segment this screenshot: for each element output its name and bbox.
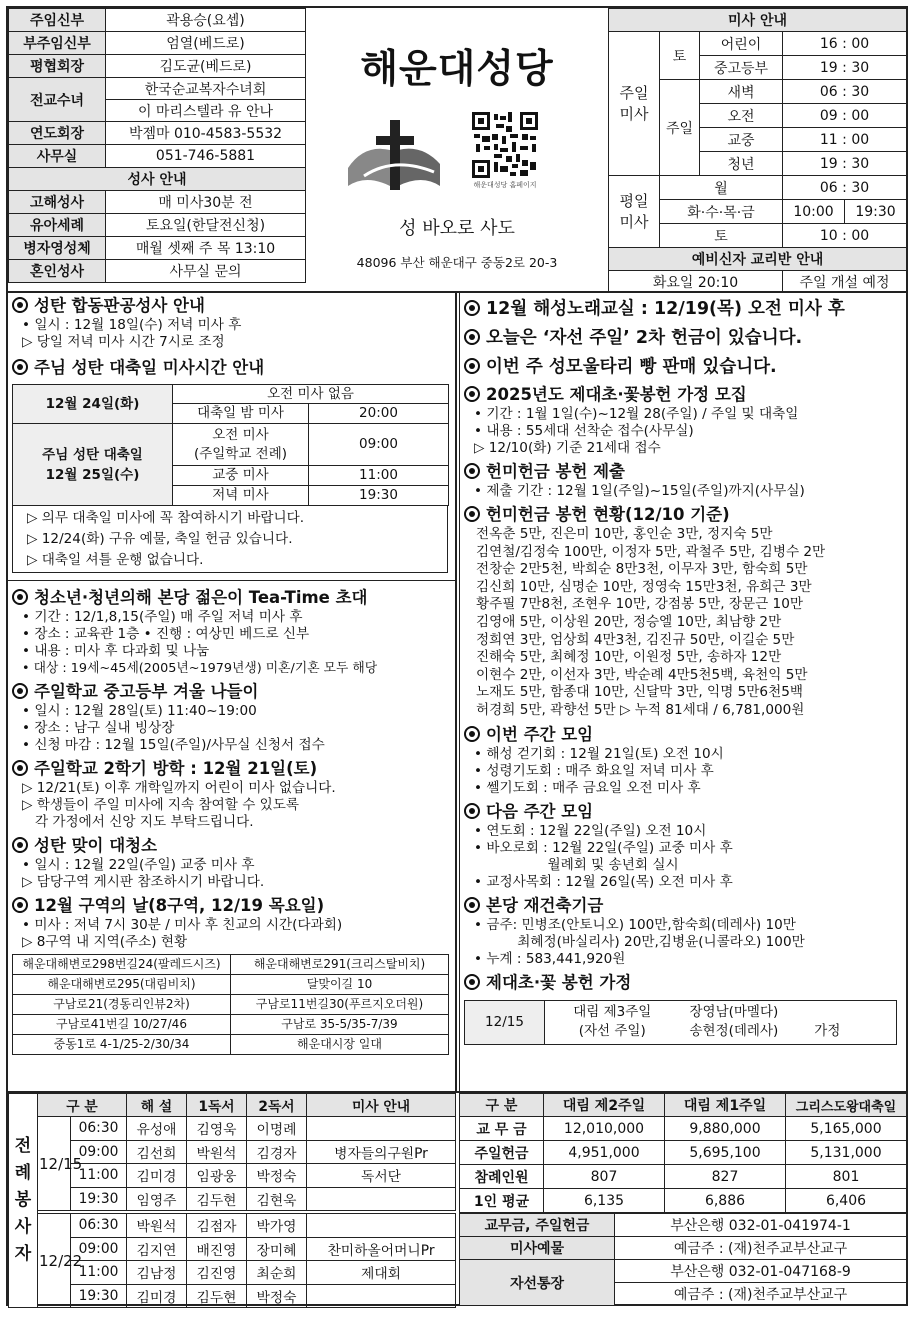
duty-date: 12/22 xyxy=(38,1214,71,1308)
duty-person: 이명례 xyxy=(247,1117,307,1141)
finance-label: 1인 평균 xyxy=(460,1189,544,1213)
address-cell: 해운대해변로291(크리스탈비치) xyxy=(231,955,449,975)
donor-line: 이현수 2만, 이선자 3만, 박순례 4만5천5백, 육천익 5만 xyxy=(476,666,808,683)
duty-person: 박원석 xyxy=(127,1214,187,1238)
notice-line: ▷ 학생들이 주일 미사에 지속 참여할 수 있도록 xyxy=(22,797,300,813)
sacrament-name: 유아세례 xyxy=(9,214,106,237)
notice-line: • 미사 : 저녁 7시 30분 / 미사 후 친교의 시간(다과회) xyxy=(22,917,343,933)
duty-time: 09:00 xyxy=(71,1237,127,1261)
weekday-time-2: 19:30 xyxy=(845,200,907,224)
bullet-icon xyxy=(464,386,480,402)
donor-line: 진해숙 5만, 최혜정 10만, 이원정 5만, 송하자 12만 xyxy=(476,649,782,666)
mass-type: 새벽 xyxy=(700,80,783,104)
duty-person: 김점자 xyxy=(187,1214,247,1238)
bullet-icon xyxy=(12,837,28,853)
leader-name: 051-746-5881 xyxy=(106,145,306,168)
account-holder: 예금주 : (재)천주교부산교구 xyxy=(615,1237,907,1260)
duty-guide: 제대회 xyxy=(307,1261,456,1285)
notice-line: ▷ 12/24(화) 구유 예물, 축일 헌금 있습니다. xyxy=(27,531,293,547)
dec24-label: 12월 24일(화) xyxy=(13,385,173,424)
section-divider xyxy=(8,580,455,581)
duty-guide: 찬미하올어머니Pr xyxy=(307,1237,456,1261)
duty-person: 배진영 xyxy=(187,1237,247,1261)
notice-line: • 대상 : 19세~45세(2005년~1979년생) 미혼/기혼 모두 해당 xyxy=(22,661,378,676)
finance-header: 대림 제1주일 xyxy=(665,1094,786,1117)
christmas-day-label: 주님 성탄 대축일 12월 25일(수) xyxy=(13,424,173,506)
notice-line: 최혜정(바실리사) 20만,김병윤(니콜라오) 100만 xyxy=(474,933,805,950)
duty-person: 김경자 xyxy=(247,1140,307,1164)
donor-line: 김영애 5만, 이상원 20만, 정승엘 10만, 최남향 2만 xyxy=(476,613,782,630)
left-column xyxy=(12,291,452,573)
notice-line: • 기간 : 1월 1일(수)~12월 28(주일) / 주일 및 대축일 xyxy=(474,406,799,422)
duty-header: 2독서 xyxy=(247,1094,307,1117)
finance-value: 807 xyxy=(544,1165,665,1189)
donor-line: 허경희 5만, 곽향선 5만 ▷ 누적 81세대 / 6,781,000원 xyxy=(476,701,805,718)
duty-person: 유성애 xyxy=(127,1117,187,1141)
duty-guide xyxy=(307,1187,456,1211)
bullet-icon xyxy=(464,329,480,345)
notice-line: • 교정사목회 : 12월 26일(목) 오전 미사 후 xyxy=(474,873,733,890)
notice-line: • 성령기도회 : 매주 화요일 저녁 미사 후 xyxy=(474,762,714,779)
notice-line: • 금주: 민병조(안토니오) 100만,함숙희(데레사) 10만 xyxy=(474,916,796,933)
bullet-icon xyxy=(464,358,480,374)
address-cell: 해운대해변로298번길24(팔레드시즈) xyxy=(13,955,231,975)
notice-line: 월례회 및 송년회 실시 xyxy=(474,856,679,873)
duty-person: 김지연 xyxy=(127,1237,187,1261)
duty-time: 19:30 xyxy=(71,1284,127,1308)
notice-line: • 신청 마감 : 12월 15일(주일)/사무실 신청서 접수 xyxy=(22,737,325,753)
duty-person: 김두현 xyxy=(187,1284,247,1308)
bullet-icon xyxy=(12,683,28,699)
district-address-table xyxy=(12,954,449,1055)
duty-guide xyxy=(307,1117,456,1141)
finance-value: 5,165,000 xyxy=(786,1117,907,1141)
leader-role: 평협회장 xyxy=(9,55,106,78)
finance-value: 9,880,000 xyxy=(665,1117,786,1141)
duty-header: 미사 안내 xyxy=(307,1094,456,1117)
section-title: 본당 재건축기금 xyxy=(464,895,904,917)
sacrament-name: 혼인성사 xyxy=(9,260,106,283)
leader-role: 전교수녀 xyxy=(9,78,106,122)
address-cell: 구남로41번길 10/27/46 xyxy=(13,1015,231,1035)
no-morning-mass: 오전 미사 없음 xyxy=(173,385,449,404)
duty-time: 19:30 xyxy=(71,1187,127,1211)
bullet-icon xyxy=(464,300,480,316)
notice-line: ▷ 12/10(화) 기준 21세대 접수 xyxy=(474,440,661,456)
mass-schedule-table xyxy=(608,8,907,293)
notice-line: • 일시 : 12월 28일(토) 11:40~19:00 xyxy=(22,703,257,719)
section-title: 청소년·청년의해 본당 젊은이 Tea-Time 초대 xyxy=(12,587,452,609)
mass-type: 교중 xyxy=(700,128,783,152)
duty-person: 최순희 xyxy=(247,1261,307,1285)
saturday-weekday-time: 10 : 00 xyxy=(783,224,907,248)
duty-guide: 병자들의구원Pr xyxy=(307,1140,456,1164)
duty-time: 11:00 xyxy=(71,1261,127,1285)
donor-line: 황주필 7만8천, 조현우 10만, 강점봉 5만, 장문근 10만 xyxy=(476,596,803,613)
mass-time: 11:00 xyxy=(309,466,449,486)
section-title: 주일학교 중고등부 겨울 나들이 xyxy=(12,681,452,703)
mass-type: 어린이 xyxy=(700,32,783,56)
christmas-notes-box xyxy=(12,506,448,573)
left-column-lower xyxy=(12,583,452,1055)
notice-line: ▷ 담당구역 게시판 참조하시기 바랍니다. xyxy=(22,874,265,890)
notice-line: • 바오로회 : 12월 22일(주일) 교중 미사 후 xyxy=(474,839,733,856)
duty-person: 김남정 xyxy=(127,1261,187,1285)
church-address: 48096 부산 해운대구 중동2로 20-3 xyxy=(356,255,558,270)
donor-line: 전창순 2만5천, 박희순 8만3천, 이무자 3만, 함숙희 5만 xyxy=(476,561,808,578)
sunday-label: 주일 xyxy=(660,80,700,176)
finance-label: 교 무 금 xyxy=(460,1117,544,1141)
sunday-mass-label: 주일 미사 xyxy=(609,32,660,176)
altar-flower-table xyxy=(464,1000,897,1045)
sacrament-info: 매월 셋째 주 목 13:10 xyxy=(106,237,306,260)
mass-time: 19 : 30 xyxy=(783,56,907,80)
leader-name: 이 마리스텔라 유 안나 xyxy=(106,100,306,122)
finance-header: 그리스도왕대축일 xyxy=(786,1094,907,1117)
notice-line: 각 가정에서 신앙 지도 부탁드립니다. xyxy=(22,814,254,830)
duty-person: 김영욱 xyxy=(187,1117,247,1141)
announcement: 12월 해성노래교실 : 12/19(목) 오전 미사 후 xyxy=(464,296,904,322)
catechumen-title: 예비신자 교리반 안내 xyxy=(609,248,907,271)
notice-line: • 기간 : 12/1,8,15(주일) 매 주일 저녁 미사 후 xyxy=(22,609,303,625)
leader-name: 박젬마 010-4583-5532 xyxy=(106,122,306,145)
duty-person: 김현욱 xyxy=(247,1187,307,1211)
section-title: 성탄 맞이 대청소 xyxy=(12,835,452,857)
notice-line: • 제출 기간 : 12월 1일(주일)~15일(주일)까지(사무실) xyxy=(474,483,805,499)
leaders-table xyxy=(8,8,306,283)
duty-person: 김미경 xyxy=(127,1284,187,1308)
section-title: 성탄 합동판공성사 안내 xyxy=(12,295,452,317)
section-title: 헌미헌금 봉헌 제출 xyxy=(464,461,904,483)
notice-line: ▷ 당일 저녁 미사 시간 7시로 조정 xyxy=(22,334,225,350)
duty-person: 임영주 xyxy=(127,1187,187,1211)
donor-line: 노재도 5만, 함종대 10만, 신달막 3만, 익명 5만6천5백 xyxy=(476,684,803,701)
mass-time: 09:00 xyxy=(309,424,449,466)
bullet-icon xyxy=(12,297,28,313)
donor-line: 김연철/김정숙 100만, 이정자 5만, 곽철주 5만, 김병수 2만 xyxy=(476,543,826,560)
church-header xyxy=(306,8,608,290)
finance-value: 6,886 xyxy=(665,1189,786,1213)
finance-value: 827 xyxy=(665,1165,786,1189)
bullet-icon xyxy=(464,726,480,742)
account-purpose: 자선통장 xyxy=(460,1260,615,1306)
weekday-mass-label: 평일 미사 xyxy=(609,176,660,248)
right-column xyxy=(464,293,904,1045)
leader-role: 사무실 xyxy=(9,145,106,168)
notice-line: ▷ 12/21(토) 이후 개학일까지 어린이 미사 없습니다. xyxy=(22,780,336,796)
notice-line: • 쎌기도회 : 매주 금요일 오전 미사 후 xyxy=(474,779,701,796)
duty-person: 박정숙 xyxy=(247,1164,307,1188)
finance-value: 5,131,000 xyxy=(786,1141,907,1165)
finance-value: 5,695,100 xyxy=(665,1141,786,1165)
church-name: 해운대성당 xyxy=(360,47,554,92)
bullet-icon xyxy=(12,359,28,375)
account-purpose: 미사예물 xyxy=(460,1237,615,1260)
bullet-icon xyxy=(464,897,480,913)
sacrament-info: 사무실 문의 xyxy=(106,260,306,283)
bank-account-table xyxy=(459,1213,907,1306)
weekday-label: 화·수·목·금 xyxy=(660,200,783,224)
notice-line: • 장소 : 교육관 1층 • 진행 : 여상민 베드로 신부 xyxy=(22,626,310,642)
duty-guide xyxy=(307,1284,456,1308)
account-number: 부산은행 032-01-041974-1 xyxy=(615,1214,907,1237)
notice-line: ▷ 대축일 셔틀 운행 없습니다. xyxy=(27,552,204,568)
duty-person: 김미경 xyxy=(127,1164,187,1188)
finance-value: 6,135 xyxy=(544,1189,665,1213)
leader-name: 엄열(베드로) xyxy=(106,32,306,55)
mass-name: 저녁 미사 xyxy=(173,486,309,506)
leader-name: 김도균(베드로) xyxy=(106,55,306,78)
address-cell: 구남로 35-5/35-7/39 xyxy=(231,1015,449,1035)
duty-time: 11:00 xyxy=(71,1164,127,1188)
monday-time: 06 : 30 xyxy=(783,176,907,200)
duty-guide: 독서단 xyxy=(307,1164,456,1188)
bullet-icon xyxy=(12,897,28,913)
donor-list xyxy=(464,526,904,720)
weekday-time-1: 10:00 xyxy=(783,200,845,224)
flower-week: 대림 제3주일 (자선 주일) xyxy=(545,1000,680,1044)
sacrament-info: 매 미사30분 전 xyxy=(106,191,306,214)
sacrament-title: 성사 안내 xyxy=(9,168,306,191)
sacrament-name: 고해성사 xyxy=(9,191,106,214)
duty-person: 김진영 xyxy=(187,1261,247,1285)
duty-date: 12/15 xyxy=(38,1117,71,1211)
account-holder: 예금주 : (재)천주교부산교구 xyxy=(615,1283,907,1306)
section-title: 2025년도 제대초·꽃봉헌 가정 모집 xyxy=(464,384,904,406)
bullet-icon xyxy=(464,803,480,819)
finance-header: 구 분 xyxy=(460,1094,544,1117)
catechumen-time: 화요일 20:10 xyxy=(609,271,783,293)
address-cell: 중동1로 4-1/25-2/30/34 xyxy=(13,1035,231,1055)
saturday-label: 토 xyxy=(660,32,700,80)
patron-saint: 성 바오로 사도 xyxy=(399,218,515,239)
mass-time: 20:00 xyxy=(309,404,449,424)
donor-line: 김신희 10만, 심명순 10만, 정영숙 15만3천, 유희근 3만 xyxy=(476,578,812,595)
duty-header: 1독서 xyxy=(187,1094,247,1117)
bullet-icon xyxy=(12,589,28,605)
section-title: 제대초·꽃 봉헌 가정 xyxy=(464,972,904,994)
finance-label: 참례인원 xyxy=(460,1165,544,1189)
notice-line: • 일시 : 12월 22일(주일) 교중 미사 후 xyxy=(22,857,255,873)
notice-line: • 내용 : 55세대 선착순 접수(사무실) xyxy=(474,423,694,439)
donor-line: 정희연 3만, 엄상희 4만3천, 김진규 50만, 이길순 5만 xyxy=(476,631,795,648)
announcement: 이번 주 성모울타리 빵 판매 있습니다. xyxy=(464,354,904,380)
mass-type: 중고등부 xyxy=(700,56,783,80)
mass-title: 미사 안내 xyxy=(609,9,907,32)
notice-line: ▷ 의무 대축일 미사에 꼭 참여하시기 바랍니다. xyxy=(27,510,305,526)
leader-name: 한국순교복자수녀회 xyxy=(106,78,306,100)
section-title: 다음 주간 모임 xyxy=(464,801,904,823)
leader-name: 곽용승(요셉) xyxy=(106,9,306,32)
duty-person: 박정숙 xyxy=(247,1284,307,1308)
liturgy-duty-table xyxy=(8,1093,456,1308)
notice-line: • 일시 : 12월 18일(수) 저녁 미사 후 xyxy=(22,317,242,333)
address-cell: 달맞이길 10 xyxy=(231,975,449,995)
sacrament-info: 토요일(한달전신청) xyxy=(106,214,306,237)
account-number: 부산은행 032-01-047168-9 xyxy=(615,1260,907,1283)
notice-line: ▷ 8구역 내 지역(주소) 현황 xyxy=(22,934,188,950)
monday-label: 월 xyxy=(660,176,783,200)
duty-person: 임광웅 xyxy=(187,1164,247,1188)
mass-time: 19:30 xyxy=(309,486,449,506)
mass-name: 교중 미사 xyxy=(173,466,309,486)
address-cell: 구남로11번길30(푸르지오더원) xyxy=(231,995,449,1015)
duty-person: 김두현 xyxy=(187,1187,247,1211)
column-divider xyxy=(455,291,457,1092)
duty-time: 06:30 xyxy=(71,1117,127,1141)
address-cell: 구남로21(경동리인뷰2차) xyxy=(13,995,231,1015)
finance-value: 801 xyxy=(786,1165,907,1189)
duty-header: 구 분 xyxy=(38,1094,127,1117)
announcement: 오늘은 ‘자선 주일’ 2차 헌금이 있습니다. xyxy=(464,325,904,351)
notice-line: • 연도회 : 12월 22일(주일) 오전 10시 xyxy=(474,822,707,839)
finance-value: 4,951,000 xyxy=(544,1141,665,1165)
section-title: 헌미헌금 봉헌 현황(12/10 기준) xyxy=(464,504,904,526)
flower-families: 장영남(마멜다) 송현정(데레사) 가정 xyxy=(680,1000,897,1044)
duty-person: 박가영 xyxy=(247,1214,307,1238)
leader-role: 부주임신부 xyxy=(9,32,106,55)
qr-code-icon xyxy=(472,112,538,178)
mass-time: 06 : 30 xyxy=(783,80,907,104)
account-purpose: 교무금, 주일헌금 xyxy=(460,1214,615,1237)
catechumen-note: 주일 개설 예정 xyxy=(783,271,907,293)
section-title: 주님 성탄 대축일 미사시간 안내 xyxy=(12,357,452,379)
duty-time: 09:00 xyxy=(71,1140,127,1164)
duty-header: 해 설 xyxy=(127,1094,187,1117)
christmas-mass-table xyxy=(12,384,449,506)
address-cell: 해운대해변로295(대림비치) xyxy=(13,975,231,995)
mass-time: 16 : 00 xyxy=(783,32,907,56)
address-cell: 해운대시장 일대 xyxy=(231,1035,449,1055)
bullet-icon xyxy=(12,760,28,776)
sacrament-name: 병자영성체 xyxy=(9,237,106,260)
finance-table xyxy=(459,1093,907,1213)
qr-caption: 해운대성당 홈페이지 xyxy=(473,181,537,189)
notice-line: • 해성 걷기회 : 12월 21일(토) 오전 10시 xyxy=(474,745,724,762)
bullet-icon xyxy=(464,974,480,990)
notice-line: • 내용 : 미사 후 다과회 및 나눔 xyxy=(22,643,210,659)
mass-type: 청년 xyxy=(700,152,783,176)
church-logo-icon xyxy=(344,116,444,196)
duty-person: 김선희 xyxy=(127,1140,187,1164)
flower-date: 12/15 xyxy=(465,1000,545,1044)
donor-line: 전옥춘 5만, 진은미 10만, 홍인순 3만, 정지숙 5만 xyxy=(476,526,773,542)
notice-line: • 누계 : 583,441,920원 xyxy=(474,950,626,967)
mass-name: 대축일 밤 미사 xyxy=(173,404,309,424)
section-title: 이번 주간 모임 xyxy=(464,724,904,746)
notice-line: • 장소 : 남구 실내 빙상장 xyxy=(22,720,175,736)
mass-time: 11 : 00 xyxy=(783,128,907,152)
saturday-weekday-label: 토 xyxy=(660,224,783,248)
duty-guide xyxy=(307,1214,456,1238)
mass-name: 오전 미사 (주일학교 전례) xyxy=(173,424,309,466)
section-title: 12월 구역의 날(8구역, 12/19 목요일) xyxy=(12,895,452,917)
finance-value: 6,406 xyxy=(786,1189,907,1213)
mass-time: 09 : 00 xyxy=(783,104,907,128)
duty-person: 박원석 xyxy=(187,1140,247,1164)
duty-side-label: 전례봉사자 xyxy=(9,1094,38,1308)
mass-time: 19 : 30 xyxy=(783,152,907,176)
column-divider xyxy=(459,291,460,1092)
mass-type: 오전 xyxy=(700,104,783,128)
section-title: 주일학교 2학기 방학 : 12월 21일(토) xyxy=(12,758,452,780)
bullet-icon xyxy=(464,463,480,479)
finance-label: 주일헌금 xyxy=(460,1141,544,1165)
duty-time: 06:30 xyxy=(71,1214,127,1238)
finance-header: 대림 제2주일 xyxy=(544,1094,665,1117)
bullet-icon xyxy=(464,506,480,522)
finance-value: 12,010,000 xyxy=(544,1117,665,1141)
leader-role: 연도회장 xyxy=(9,122,106,145)
leader-role: 주임신부 xyxy=(9,9,106,32)
duty-person: 장미혜 xyxy=(247,1237,307,1261)
